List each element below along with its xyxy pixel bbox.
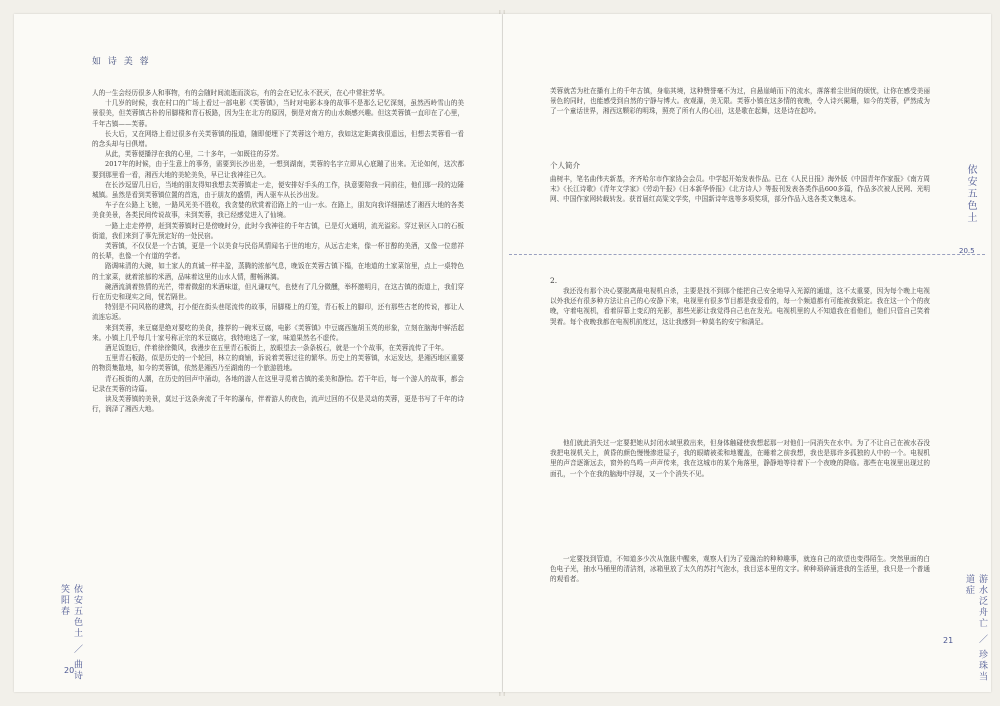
right-paragraph-4 (550, 438, 930, 550)
right-paragraph-5 (550, 554, 930, 626)
right-paragraph-3 (550, 286, 930, 432)
paragraph: 我还没有那个决心要脱离最电视机自杀，主要是找不到那个能把自己安全地导入光源的通道，这不太重要，因为每个晚上电视以外我还有很多种方法让自己的心安静下来，电视里有很多节目都是我爱看的，每一个频道都有可能被我锁定。我在这一个个的夜晚，守着电视机，看着屏幕上变幻的光影，那些光影让我觉得自己也在发光。电视机里的人不知道我在看他们，他们只管自己笑着哭着。每个夜晚我都在电视机前度过，这让我感到一种莫名的安宁和满足。 (550, 287, 930, 326)
paragraph: 一定要找到管道，不知道多少次从饱胀中醒来，观察人们为了爱融治的种种趣事，就连自己的欲望也变得陌生。突然里面的白色电子光，抽水马桶里的清洁剂，冰箱里放了太久的苏打气泡水，我目送本里的文字。种种琐碎涌进我的生活里，我只是一个普通的观看者。 (550, 555, 930, 584)
paragraph: 他们就此消失过一定要把她从封闭水域里救出来，但身体触碰使我想起那一对他们一同消失在水中。为了不让自己在被水吞没我把电视机关上，黄昏的颜色慢慢渗进屋子，我的眼睛被柔和地覆盖，在睡着之前我想，我也是那许多孤独的人中的一个。电视机里的声音逐渐远去，窗外的鸟鸣一声声传来，我在这城市的某个角落里，静静地等待着下一个夜晚的降临。那些在电视里出现过的面孔，一个个在我的脑海中浮现，又一个个消失不见。 (550, 439, 930, 478)
right-marker: 20.5 (959, 247, 975, 255)
left-page (14, 14, 502, 692)
left-side-label: 依安五色土 ／ 曲诗笑阳春 (59, 584, 82, 682)
paragraph: 曲树丰，笔名曲伟夫新基，齐齐哈尔市作家协会会员。中学起开始发表作品。已在《人民日报》海外版《中国青年作家报》《南方周末》《长江诗歌》《青年文学家》《劳动午报》《日本新华侨报》《北方诗人》等报刊发表各类作品600多篇，作品多次被人民网、光明网、中国作家网转载转发。获首届红高粱文学奖，中国新诗年选等多项奖项，部分作品入选各类文集选本。 (550, 175, 930, 204)
section-title: 个人简介 (550, 161, 580, 170)
page-header: 如 诗 美 蓉 (92, 57, 151, 67)
paragraph: 特别是不同风格的建筑，打小便在街头巷尾流传的故事，吊脚楼上的灯笼，青石板上的脚印，还有那些古老的传说，都让人流连忘返。 (92, 303, 464, 322)
paragraph: 读及芙蓉镇的美景，莫过于这条奔流了千年的瀑布，伴着游人的夜色，流声过回的不仅是灵动的芙蓉，更是书写了千年的诗行，润泽了湘西大地。 (92, 395, 464, 414)
paragraph: 酒足饭饱后，伴着徐徐微风，我漫步在五里青石板街上，放眼望去一条条板石，就是一个个故事，在芙蓉流传了千年。 (105, 344, 448, 353)
paragraph: 从此，芙蓉便播浮在我的心里，二十多年，一如既往的芬芳。 (105, 150, 284, 159)
paragraph: 来到芙蓉，来豆腐是绝对要吃的美食，推荐的一碗米豆腐，电影《芙蓉镇》中豆腐西施胡玉英的形象，立刻在脑海中鲜活起来。小镇上几乎每几十家号称正宗的米豆腐店，我特地选了一家，味道果然名不虚传。 (92, 323, 464, 342)
paragraph: 在长沙逗留几日后，当地的朋友得知我想去芙蓉镇走一走，便安排好手头的工作，执意要陪我一同前往，他们那一段的边陲城镇。虽然是看到芙蓉镇位置的首选，由于朋友的盛情，两人驱车从长沙出发。 (92, 180, 464, 200)
paragraph: 芙蓉就苦为杜在播有上的千年古镇，身临其境，这种赞誉毫不为过，自悬崖峭而下的流水，落落着尘世间的烦忧，让你在感受美丽景色的同时，也能感受到自然的宁静与博大。夜观瀑，美无限。芙蓉小镇在这多情的夜晚，令人诗兴阑珊，如今的芙蓉，俨然成为了一个童话世界，湘西这颗彩的明珠，照亮了所有人的心田，这是歌在起舞，这是诗在起吟。 (550, 87, 930, 116)
page-number-right: 21 (943, 636, 954, 645)
paragraph: 芙蓉镇，不仅仅是一个古镇，更是一个以美食与民俗风情闻名于世的地方，从远古走来，像一杯甘醇的美酒，又像一位慈祥的长辈，也像一个有道的学者。 (92, 242, 464, 261)
section-number: 2. (550, 276, 558, 285)
author-bio (550, 174, 930, 240)
right-side-label-top: 依安五色土 (965, 164, 976, 224)
page-number-left: 20 (64, 666, 75, 675)
left-page-body (92, 88, 464, 628)
right-side-label-bottom: 游水泛舟亡 ／ 珍珠当道症 (964, 574, 987, 683)
paragraph: 十几岁的时候，我在村口的广场上看过一部电影《芙蓉镇》，当时对电影本身的故事不是那么记忆深刻，虽然西岭雪山的美景很美，但芙蓉镇古朴的吊脚楼和青石板路，因为生在北方的原因，倒是对南方的山水颇感兴趣。但这芙蓉镇一直印在了心里，千年古镇——芙蓉。 (92, 99, 464, 128)
paragraph: 五里青石板路，似是历史的一个轮回，林立的商铺，诉说着芙蓉过往的繁华。历史上的芙蓉镇，水运发达，是湘西地区重要的物资集散地，如今的芙蓉镇，依然是湘西乃至湖南的一个旅游胜地。 (92, 354, 464, 373)
right-paragraph-1 (550, 86, 930, 156)
dashed-divider (509, 254, 985, 255)
paragraph: 一路上走走停停，赶到芙蓉镇时已是傍晚时分，此时今我神往的千年古镇，已是灯火通明，流光溢彩。穿过景区入口的石板街道，我们来到了事先预定好的一处民宿。 (92, 221, 464, 240)
paragraph: 2017年的时候，由于生意上的事务，需要到长沙出差，一想到湖南，芙蓉的名字立即从心底蹦了出来。无论如何，这次都要到那里看一看，湘西大地的美轮美奂，早已让我神往已久。 (92, 160, 464, 179)
paragraph: 车子在公路上飞驰，一路风光美不胜收，我贪婪的欣赏着沿路上的一山一水。在路上，朋友向我详细描述了湘西大地的各类美食美景，各类民间传说故事，未到芙蓉，我已经感觉进入了仙境。 (92, 201, 464, 220)
paragraph: 人的一生会经历很多人和事物，有的会随时间流逝而淡忘，有的会在记忆永不泯灭，在心中常驻芳华。 (92, 89, 389, 97)
paragraph: 路调味清的大碗，如土家人的真诚一样丰盈，蒸腾的浓郁气息，晚饭在芙蓉古镇下榻，在地道的土家菜馆里，点上一桌特色的土家菜，就着浓郁的米酒，品味着这里的山水人情，酣畅淋漓。 (92, 262, 464, 281)
paragraph: 长大后，又在网络上看过很多有关芙蓉镇的报道，随即便埋下了芙蓉这个地方，我如这定距离我很遥远，但想去芙蓉看一看的念头却与日俱增。 (92, 129, 464, 149)
paragraph: 碗酒流淌着热情的光芒，带着微甜的米酒味道，但凡谦叹气，也使有了几分微醺，举杯邀明月，在这古镇的街道上，我们穿行在历史和现实之间，恍若隔世。 (92, 282, 464, 302)
paragraph: 青石板街的人潮，在历史的回声中涌动，各地的游人在这里寻觅着古镇的柔美和静怡。若干年后，每一个游人的故事，都会记录在芙蓉的诗篇。 (92, 374, 464, 393)
right-page (503, 14, 991, 692)
